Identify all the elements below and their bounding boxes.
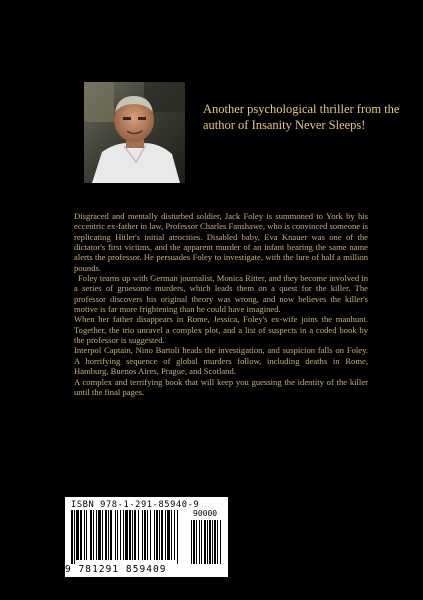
isbn-barcode-box (65, 497, 228, 577)
barcode-bar (102, 510, 103, 560)
addon-bar (191, 520, 192, 564)
barcode-bar (159, 510, 160, 560)
barcode-bar (71, 510, 73, 564)
synopsis-blurb (74, 211, 368, 397)
barcode-bar (74, 510, 75, 564)
barcode-bar (117, 510, 118, 560)
addon-bar (204, 520, 206, 564)
barcode-bar (76, 510, 79, 560)
barcode-bar (142, 510, 143, 560)
barcode-bar (98, 510, 101, 560)
author-photo (84, 82, 185, 183)
barcode-bars (71, 510, 221, 564)
barcode-bar (156, 510, 158, 560)
author-portrait-image (84, 82, 185, 183)
barcode-graphic (69, 510, 224, 566)
barcode-bar (150, 510, 151, 560)
addon-bar (212, 520, 213, 564)
barcode-bar (93, 510, 94, 560)
addon-bar (217, 520, 218, 564)
barcode-bar (110, 510, 112, 560)
barcode-bar (161, 510, 163, 560)
barcode-bar (84, 510, 85, 560)
barcode-bar (174, 510, 175, 560)
tagline: Another psychological thriller from the author of Insanity Never Sleeps! (203, 102, 400, 132)
blurb-paragraph: When her father disappears in Rome, Jessica, Foley's ex-wife joins the manhunt. Together, the trio unravel a complex plot, and a list of suspects in a coded book by the professor is suggested. (74, 314, 368, 346)
barcode-bar (147, 510, 148, 560)
barcode-bar (108, 510, 109, 560)
barcode-bar (86, 510, 87, 560)
barcode-bar (105, 510, 107, 560)
addon-bar (207, 520, 208, 564)
addon-code: 90000 (193, 509, 218, 518)
ean-digits: 9 781291 859409 (65, 564, 167, 575)
barcode-bar (115, 510, 116, 560)
isbn-label: ISBN 978-1-291-85940-9 (71, 500, 200, 510)
blurb-paragraph: Interpol Captain, Nino Bartoli heads the investigation, and suspicion falls on Foley. A horrifying sequence of global murders follow, including deaths in Rome, Hamburg, Buenos Aires, Prague, and Scotland. (74, 345, 368, 377)
barcode-bar (129, 510, 131, 560)
barcode-bar (90, 510, 92, 560)
addon-bar (220, 520, 221, 564)
barcode-bar (125, 510, 128, 560)
barcode-bar (154, 510, 155, 560)
addon-bar (196, 520, 197, 564)
addon-bar (201, 520, 202, 564)
barcode-bar (134, 510, 136, 560)
barcode-bar (80, 510, 82, 560)
blurb-paragraph: Disgraced and mentally disturbed soldier, Jack Foley is summoned to York by his eccentric ex-father in law, Professor Charles Fanshawe, who is convinced someone is replicating Hitler's initial atrocities. Disabled baby, Eva Knauer was one of the dictator's first victims, and the apparent murder of an infant bearing the same name alerts the professor. He persuades Foley to investigate, with the lure of half a million pounds. (74, 211, 368, 273)
blurb-paragraph: A complex and terrifying book that will keep you guessing the identity of the killer until the final pages. (74, 376, 368, 397)
blurb-paragraph: Foley teams up with German journalist, Monica Ritter, and they become involved in a series of gruesome murders, which leads them on a quest for the killer. The professor discovers his original theory was wrong, and now believes the killer's motive is far more frightening than he could have imagined. (74, 273, 368, 315)
addon-bar (214, 520, 216, 564)
barcode-bar (171, 510, 172, 560)
barcode-bar (123, 510, 124, 560)
barcode-bar (144, 510, 146, 560)
addon-bar (199, 520, 200, 564)
addon-bar (209, 520, 211, 564)
barcode-bar (132, 510, 133, 560)
barcode-bar (177, 510, 178, 564)
barcode-bar (165, 510, 166, 560)
barcode-bar (120, 510, 121, 560)
barcode-bar (167, 510, 170, 560)
barcode-bar (96, 510, 97, 560)
addon-bar (193, 520, 195, 564)
barcode-bar (138, 510, 139, 560)
